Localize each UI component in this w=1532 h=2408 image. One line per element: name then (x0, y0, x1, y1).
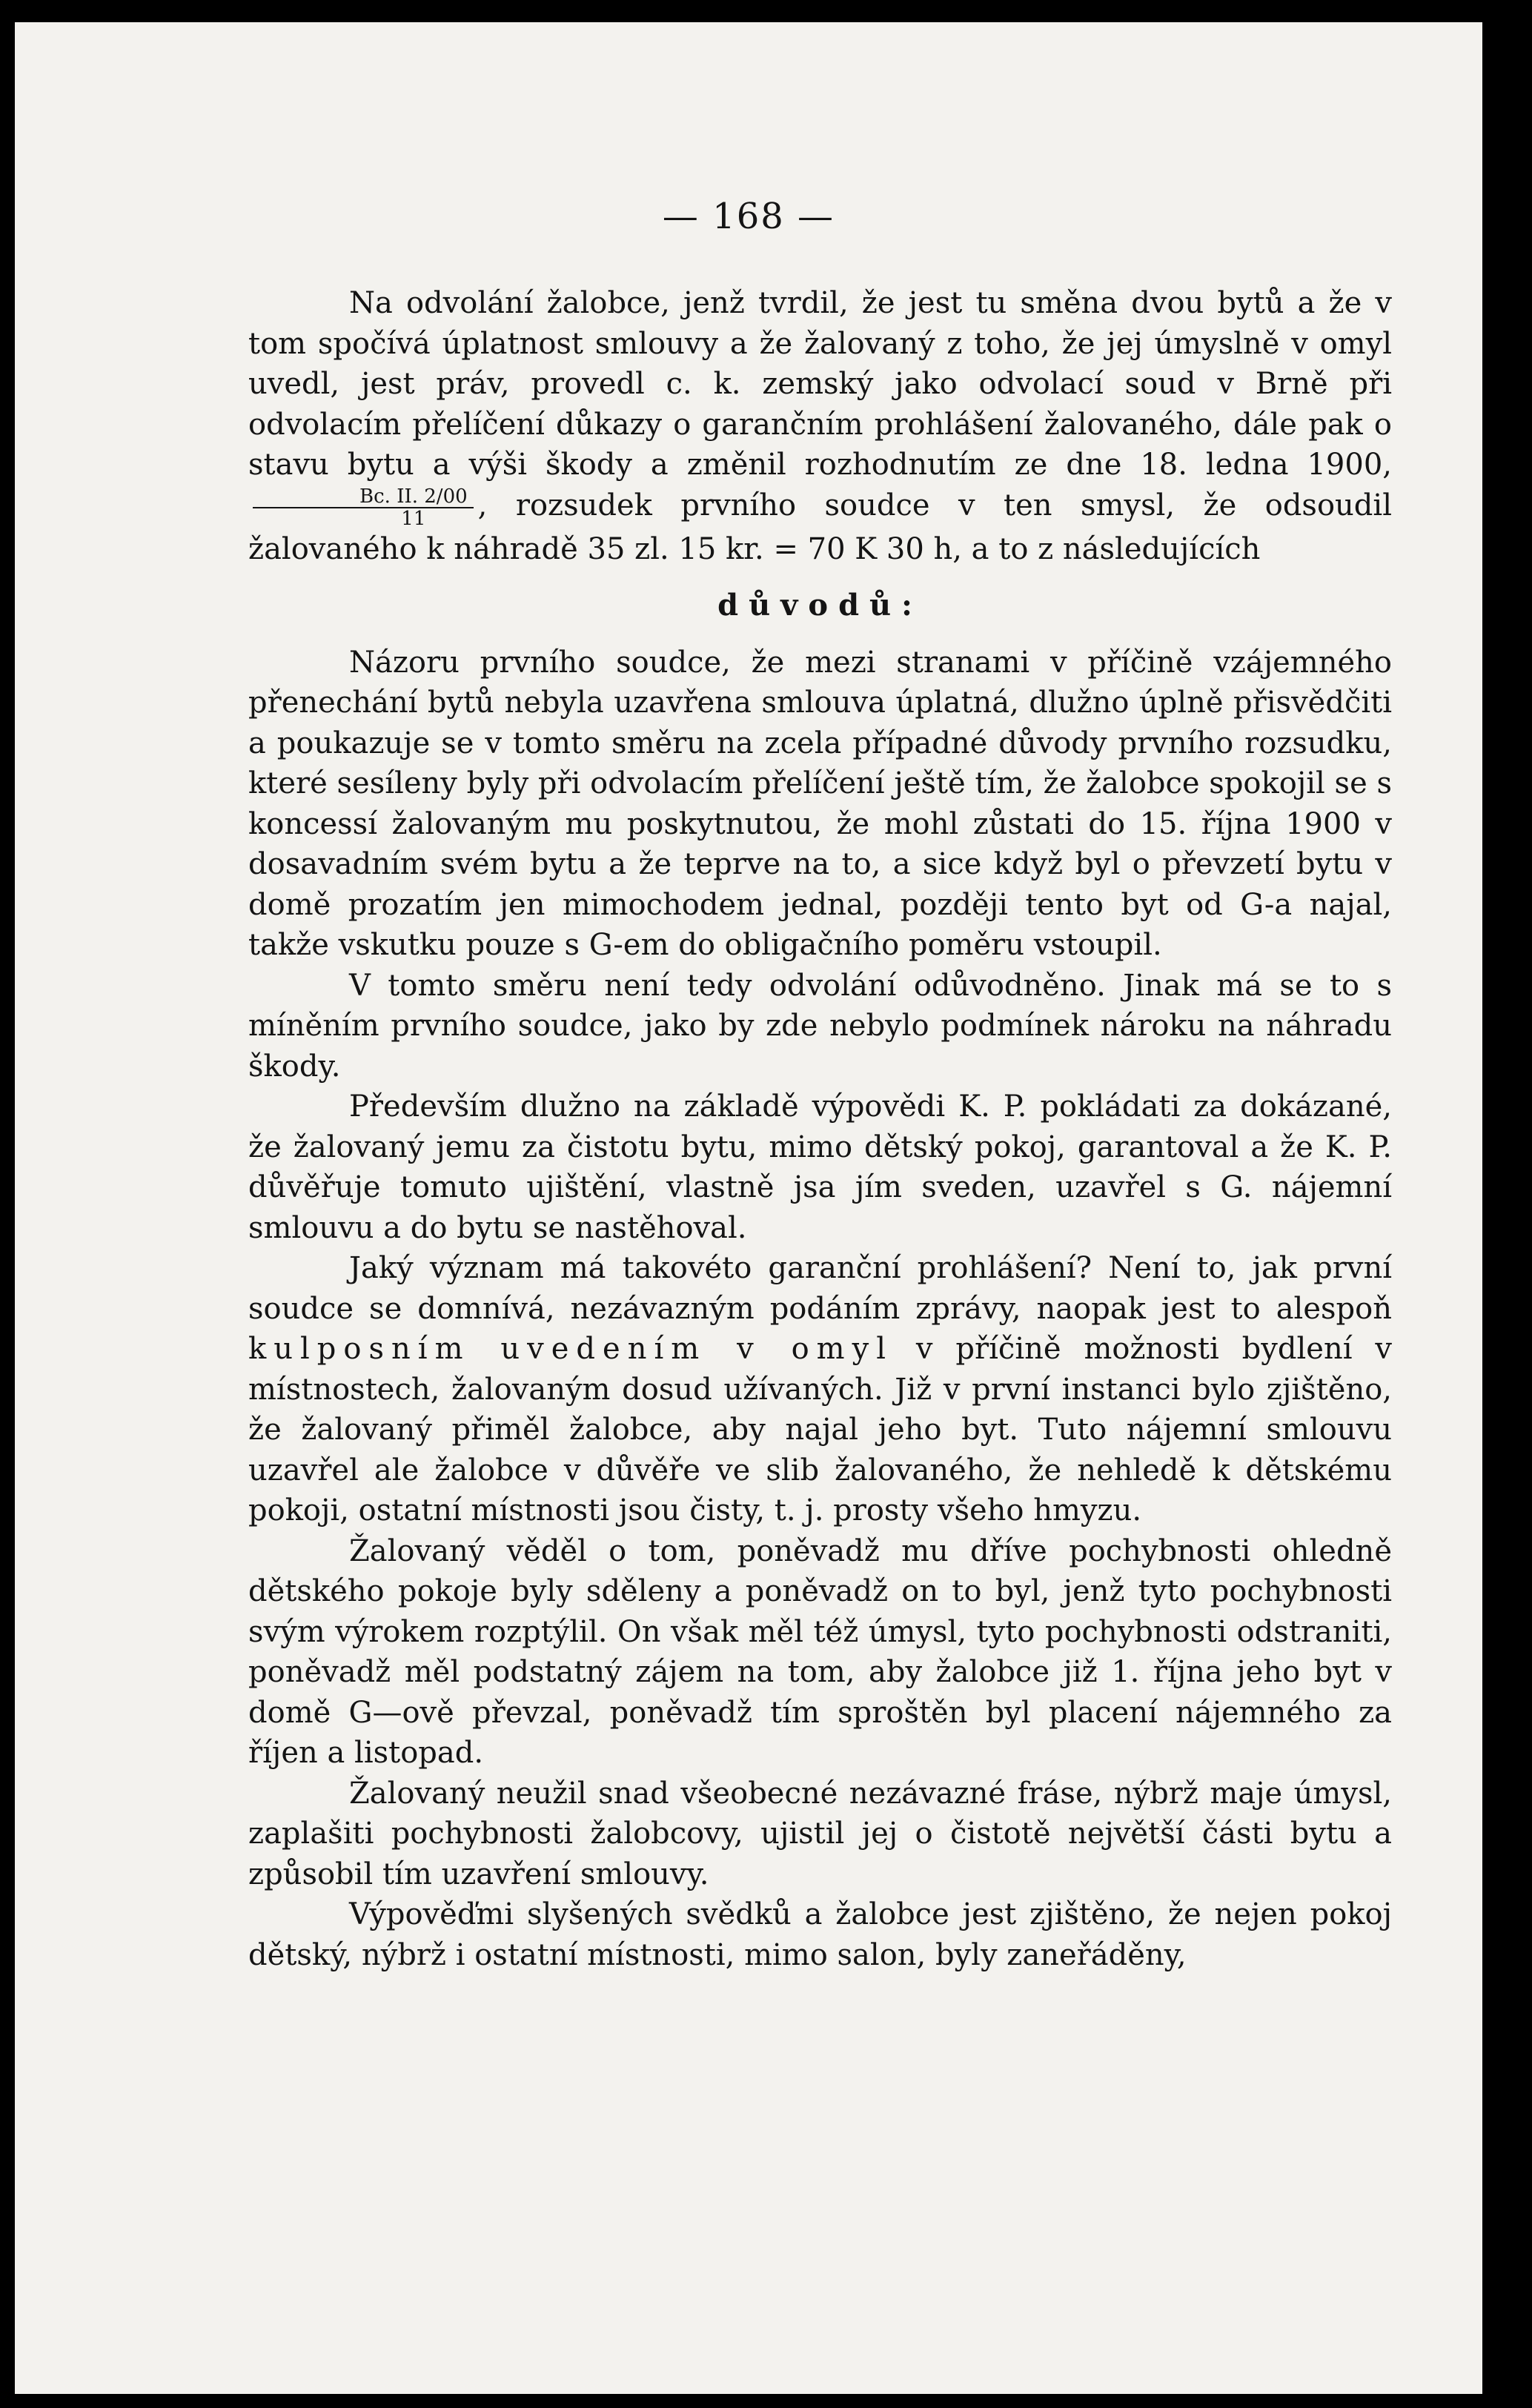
paragraph-4 (248, 1248, 1392, 1531)
case-reference (253, 486, 474, 529)
case-reference-number: Bc. II. 2/00 (253, 486, 474, 508)
paragraph-7: Výpověďmi slyšených svědků a žalobce jest zjištěno, že nejen pokoj dětský, nýbrž i ostatní místnosti, mimo salon, byly zaneřáděny, (248, 1897, 1392, 1972)
section-heading: důvodů: (717, 588, 923, 623)
intro-paragraph (248, 283, 1392, 569)
paragraph-4-start: Jaký význam má takovéto garanční prohlášení? Není to, jak první soudce se domnívá, nezávazným podáním zprávy, naopak jest to alespoň (248, 1251, 1392, 1326)
paragraph-3: Především dlužno na základě výpovědi K. P. pokládati za dokázané, že žalovaný jemu za čistotu bytu, mimo dětský pokoj, garantoval a že K. P. důvěřuje tomuto ujištění, vlastně jsa jím sveden, uzavřel s G. nájemní smlouvu a do bytu se nastěhoval. (248, 1089, 1392, 1245)
paragraph-4-end: v příčině možnosti bydlení v místnostech, žalovaným dosud užívaných. Již v první instanci bylo zjištěno, že žalovaný přiměl žalobce, aby najal jeho byt. Tuto nájemní smlouvu uzavřel ale žalobce v důvěře ve slib žalovaného, že nehledě k dětskému pokoji, ostatní místnosti jsou čisty, t. j. prosty všeho hmyzu. (248, 1332, 1393, 1528)
page-body (248, 283, 1392, 1975)
paragraph-5: Žalovaný věděl o tom, poněvadž mu dříve pochybnosti ohledně dětského pokoje byly sděleny a poněvadž on to byl, jenž tyto pochybnosti svým výrokem rozptýlil. On však měl též úmysl, tyto pochybnosti odstraniti, poněvadž měl podstatný zájem na tom, aby žalobce již 1. října jeho byt v domě G—ově převzal, poněvadž tím sproštěn byl placení nájemného za říjen a listopad. (248, 1533, 1392, 1770)
paragraph-6: Žalovaný neužil snad všeobecné nezávazné fráse, nýbrž maje úmysl, zaplašiti pochybnosti žalobcovy, ujistil jej o čistotě největší části bytu a způsobil tím uzavření smlouvy. (248, 1776, 1392, 1891)
page-number: — 168 — (662, 196, 835, 237)
paragraph-1: Názoru prvního soudce, že mezi stranami v příčině vzájemného přenechání bytů nebyla uzavřena smlouva úplatná, dlužno úplně přisvědčiti a poukazuje se v tomto směru na zcela případné důvody prvního rozsudku, které sesíleny byly při odvolacím přelíčení ještě tím, že žalobce spokojil se s koncessí žalovaným mu poskytnutou, že mohl zůstati do 15. října 1900 v dosavadním svém bytu a že teprve na to, a sice když byl o převzetí bytu v domě prozatím jen mimochodem jednal, později tento byt od G-a najal, takže vskutku pouze s G-em do obligačního poměru vstoupil. (248, 645, 1392, 962)
emphasized-phrase: kulposním uvedením v omyl (248, 1332, 893, 1366)
paragraph-2: V tomto směru není tedy odvolání odůvodněno. Jinak má se to s míněním prvního soudce, jako by zde nebylo podmínek nároku na náhradu škody. (248, 968, 1392, 1084)
intro-text: Na odvolání žalobce, jenž tvrdil, že jest tu směna dvou bytů a že v tom spočívá úplatnost smlouvy a že žalovaný z toho, že jej úmyslně v omyl uvedl, jest práv, provedl c. k. zemský jako odvolací soud v Brně při odvolacím přelíčení důkazy o garančním prohlášení žalovaného, dále pak o stavu bytu a výši škody a změnil rozhodnutím ze dne 18. ledna 1900, (248, 286, 1392, 482)
scanned-page (15, 22, 1482, 2394)
intro-text-continued: , rozsudek prvního soudce v ten smysl, že odsoudil žalovaného k náhradě 35 zl. 15 kr. = 70 K 30 h, a to z následujících (248, 488, 1392, 566)
case-reference-denominator: 11 (401, 507, 426, 530)
